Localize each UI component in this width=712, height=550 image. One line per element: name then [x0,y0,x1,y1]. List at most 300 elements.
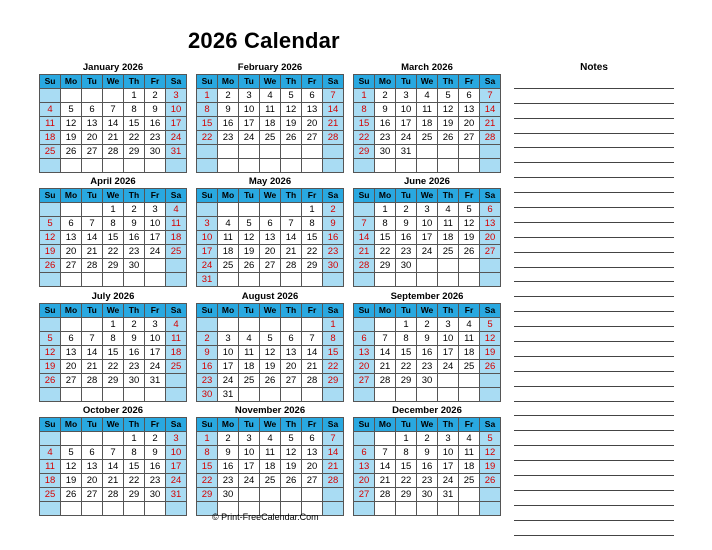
day-cell: 20 [302,460,323,474]
empty-cell [145,273,166,287]
note-line [514,416,674,431]
weekday-header: Th [281,304,302,318]
day-cell: 14 [302,346,323,360]
day-cell: 27 [354,488,375,502]
empty-cell [375,388,396,402]
day-cell: 15 [124,460,145,474]
empty-cell [417,259,438,273]
weekday-header: Fr [302,304,323,318]
weekday-header: Fr [145,75,166,89]
day-cell: 8 [396,446,417,460]
day-cell: 1 [197,432,218,446]
day-cell: 18 [166,346,187,360]
day-cell: 28 [103,145,124,159]
empty-cell [281,159,302,173]
day-cell: 7 [323,432,344,446]
day-cell: 13 [61,231,82,245]
weekday-header: Mo [61,75,82,89]
day-cell: 8 [323,332,344,346]
day-cell: 14 [82,231,103,245]
empty-cell [40,502,61,516]
day-cell: 20 [459,117,480,131]
day-cell: 30 [124,374,145,388]
day-cell: 28 [480,131,501,145]
weekday-header: Tu [82,304,103,318]
empty-cell [302,273,323,287]
day-cell: 20 [61,245,82,259]
day-cell: 16 [145,460,166,474]
day-cell: 15 [354,117,375,131]
empty-cell [124,388,145,402]
note-line [514,387,674,402]
day-cell: 12 [40,231,61,245]
day-cell: 26 [61,488,82,502]
day-cell: 13 [302,446,323,460]
day-cell: 6 [354,446,375,460]
empty-cell [40,89,61,103]
day-cell: 11 [218,231,239,245]
day-cell: 18 [417,117,438,131]
day-cell: 28 [82,259,103,273]
empty-cell [375,502,396,516]
empty-cell [281,388,302,402]
note-line [514,238,674,253]
day-cell: 2 [218,89,239,103]
empty-cell [166,388,187,402]
empty-cell [82,273,103,287]
day-cell: 6 [302,432,323,446]
day-cell: 5 [260,332,281,346]
day-cell: 27 [61,259,82,273]
empty-cell [218,318,239,332]
day-cell: 5 [40,217,61,231]
day-cell: 31 [218,388,239,402]
empty-cell [40,203,61,217]
day-cell: 20 [480,231,501,245]
day-cell: 5 [61,446,82,460]
day-cell: 16 [124,346,145,360]
day-cell: 30 [197,388,218,402]
empty-cell [396,502,417,516]
note-line [514,402,674,417]
day-cell: 2 [124,318,145,332]
day-cell: 29 [354,145,375,159]
day-cell: 21 [375,474,396,488]
weekday-header: Sa [323,75,344,89]
note-line [514,89,674,104]
day-cell: 5 [239,217,260,231]
empty-cell [260,203,281,217]
weekday-header: Su [354,189,375,203]
empty-cell [239,145,260,159]
month-name: January 2026 [82,62,144,73]
day-cell: 3 [218,332,239,346]
note-line [514,268,674,283]
day-cell: 18 [260,460,281,474]
day-cell: 29 [103,259,124,273]
day-cell: 14 [375,460,396,474]
day-cell: 8 [103,332,124,346]
day-cell: 20 [354,474,375,488]
day-cell: 21 [103,474,124,488]
day-cell: 10 [166,446,187,460]
day-cell: 18 [218,245,239,259]
empty-cell [103,388,124,402]
month-calendar [353,62,501,173]
weekday-header: Th [281,75,302,89]
day-cell: 30 [218,488,239,502]
day-cell: 20 [354,360,375,374]
day-cell: 8 [197,446,218,460]
empty-cell [82,432,103,446]
day-cell: 22 [302,245,323,259]
day-cell: 17 [239,460,260,474]
day-cell: 12 [61,460,82,474]
empty-cell [417,502,438,516]
day-cell: 2 [145,432,166,446]
empty-cell [166,159,187,173]
empty-cell [61,432,82,446]
day-cell: 23 [197,374,218,388]
day-cell: 3 [166,89,187,103]
empty-cell [480,259,501,273]
footer-credit: © Print-FreeCalendar.Com [212,512,319,522]
day-cell: 11 [459,446,480,460]
empty-cell [417,145,438,159]
day-cell: 17 [197,245,218,259]
month-name: April 2026 [90,176,136,187]
weekday-header: Fr [302,75,323,89]
empty-cell [354,273,375,287]
empty-cell [438,374,459,388]
day-cell: 20 [281,360,302,374]
day-cell: 24 [166,474,187,488]
empty-cell [281,488,302,502]
note-line [514,253,674,268]
day-cell: 18 [438,231,459,245]
weekday-header: Fr [302,189,323,203]
day-cell: 27 [281,374,302,388]
empty-cell [239,388,260,402]
weekday-header: We [103,75,124,89]
day-cell: 2 [197,332,218,346]
weekday-header: Su [40,304,61,318]
day-cell: 1 [103,203,124,217]
day-cell: 4 [40,103,61,117]
month-calendar [39,62,187,173]
day-cell: 12 [438,103,459,117]
day-cell: 23 [417,474,438,488]
weekday-header: Sa [323,304,344,318]
day-cell: 26 [260,374,281,388]
day-cell: 2 [375,89,396,103]
day-cell: 6 [281,332,302,346]
day-cell: 5 [480,318,501,332]
weekday-header: Su [354,304,375,318]
weekday-header: Fr [459,304,480,318]
day-cell: 20 [302,117,323,131]
weekday-header: Tu [82,189,103,203]
day-cell: 26 [480,360,501,374]
empty-cell [239,203,260,217]
empty-cell [260,318,281,332]
page-title: 2026 Calendar [188,28,340,53]
empty-cell [218,145,239,159]
empty-cell [260,145,281,159]
empty-cell [197,318,218,332]
empty-cell [103,89,124,103]
day-cell: 25 [40,488,61,502]
day-cell: 1 [354,89,375,103]
day-cell: 31 [166,488,187,502]
weekday-header: Mo [61,418,82,432]
weekday-header: Th [438,304,459,318]
day-cell: 28 [354,259,375,273]
day-cell: 7 [103,103,124,117]
day-cell: 13 [281,346,302,360]
day-cell: 4 [218,217,239,231]
empty-cell [239,159,260,173]
weekday-header: Sa [166,189,187,203]
day-cell: 7 [281,217,302,231]
day-cell: 10 [417,217,438,231]
day-cell: 16 [417,460,438,474]
weekday-header: Fr [145,304,166,318]
day-cell: 24 [197,259,218,273]
empty-cell [103,432,124,446]
day-cell: 27 [82,145,103,159]
day-cell: 2 [417,318,438,332]
day-cell: 21 [281,245,302,259]
day-cell: 23 [218,474,239,488]
day-cell: 4 [260,432,281,446]
day-cell: 24 [218,374,239,388]
weekday-header: Sa [480,304,501,318]
day-cell: 2 [218,432,239,446]
day-cell: 6 [354,332,375,346]
day-cell: 5 [40,332,61,346]
day-cell: 31 [145,374,166,388]
day-cell: 29 [302,259,323,273]
empty-cell [166,259,187,273]
day-cell: 1 [197,89,218,103]
day-cell: 24 [438,360,459,374]
day-cell: 29 [375,259,396,273]
note-line [514,357,674,372]
day-cell: 26 [40,374,61,388]
day-cell: 13 [354,346,375,360]
empty-cell [459,374,480,388]
empty-cell [124,273,145,287]
empty-cell [103,159,124,173]
day-cell: 11 [239,346,260,360]
day-cell: 3 [145,318,166,332]
day-cell: 22 [396,474,417,488]
month-calendar [353,176,501,287]
day-cell: 23 [124,245,145,259]
empty-cell [103,502,124,516]
weekday-header: Th [124,75,145,89]
day-cell: 5 [459,203,480,217]
day-cell: 5 [480,432,501,446]
note-line [514,476,674,491]
day-cell: 29 [197,488,218,502]
day-cell: 9 [396,217,417,231]
day-cell: 11 [260,446,281,460]
empty-cell [166,502,187,516]
day-cell: 3 [438,432,459,446]
empty-cell [438,259,459,273]
day-cell: 25 [239,374,260,388]
day-cell: 12 [459,217,480,231]
month-calendar [196,291,344,402]
day-cell: 1 [302,203,323,217]
empty-cell [323,388,344,402]
weekday-header: Su [197,418,218,432]
day-cell: 2 [124,203,145,217]
empty-cell [61,502,82,516]
empty-cell [40,388,61,402]
day-cell: 3 [417,203,438,217]
day-cell: 17 [239,117,260,131]
note-line [514,446,674,461]
day-cell: 13 [459,103,480,117]
empty-cell [459,502,480,516]
day-cell: 9 [218,103,239,117]
day-cell: 25 [459,360,480,374]
empty-cell [302,388,323,402]
day-cell: 22 [323,360,344,374]
empty-cell [480,273,501,287]
day-cell: 22 [354,131,375,145]
empty-cell [302,159,323,173]
weekday-header: We [260,304,281,318]
day-cell: 15 [197,117,218,131]
weekday-header: Tu [239,75,260,89]
weekday-header: Fr [459,189,480,203]
weekday-header: Fr [145,418,166,432]
note-line [514,74,674,89]
day-cell: 10 [197,231,218,245]
day-cell: 15 [375,231,396,245]
notes-section [514,62,674,536]
day-cell: 25 [459,474,480,488]
empty-cell [124,159,145,173]
empty-cell [480,502,501,516]
day-cell: 16 [124,231,145,245]
day-cell: 10 [239,103,260,117]
empty-cell [145,159,166,173]
day-cell: 22 [197,131,218,145]
day-cell: 14 [103,460,124,474]
day-cell: 15 [396,460,417,474]
day-cell: 28 [323,474,344,488]
day-cell: 27 [260,259,281,273]
day-cell: 4 [417,89,438,103]
weekday-header: Fr [302,418,323,432]
note-line [514,193,674,208]
day-cell: 18 [459,346,480,360]
empty-cell [61,203,82,217]
day-cell: 23 [323,245,344,259]
day-cell: 19 [61,131,82,145]
empty-cell [260,273,281,287]
day-cell: 13 [354,460,375,474]
month-calendar [196,62,344,173]
day-cell: 13 [82,460,103,474]
note-line [514,163,674,178]
weekday-header: Tu [239,304,260,318]
day-cell: 25 [166,245,187,259]
day-cell: 12 [281,446,302,460]
day-cell: 21 [302,360,323,374]
weekday-header: Fr [459,418,480,432]
day-cell: 6 [61,332,82,346]
weekday-header: We [260,418,281,432]
day-cell: 5 [281,89,302,103]
day-cell: 19 [260,360,281,374]
day-cell: 27 [302,131,323,145]
weekday-header: Th [438,418,459,432]
empty-cell [40,318,61,332]
day-cell: 22 [103,245,124,259]
day-cell: 16 [218,117,239,131]
month-name: December 2026 [392,405,462,416]
day-cell: 11 [166,217,187,231]
empty-cell [61,273,82,287]
empty-cell [323,502,344,516]
empty-cell [218,203,239,217]
day-cell: 19 [281,460,302,474]
empty-cell [396,273,417,287]
empty-cell [281,318,302,332]
empty-cell [323,145,344,159]
day-cell: 19 [480,460,501,474]
day-cell: 24 [438,474,459,488]
day-cell: 23 [124,360,145,374]
weekday-header: Th [124,304,145,318]
empty-cell [260,159,281,173]
day-cell: 28 [323,131,344,145]
day-cell: 3 [197,217,218,231]
weekday-header: Tu [239,189,260,203]
day-cell: 5 [61,103,82,117]
day-cell: 27 [302,474,323,488]
day-cell: 15 [124,117,145,131]
empty-cell [354,432,375,446]
day-cell: 16 [323,231,344,245]
weekday-header: Mo [375,75,396,89]
note-line [514,431,674,446]
weekday-header: Sa [480,189,501,203]
empty-cell [239,488,260,502]
day-cell: 26 [459,245,480,259]
day-cell: 11 [40,117,61,131]
day-cell: 13 [480,217,501,231]
weekday-header: Mo [218,189,239,203]
weekday-header: Mo [375,418,396,432]
empty-cell [354,159,375,173]
day-cell: 31 [197,273,218,287]
day-cell: 29 [323,374,344,388]
day-cell: 28 [375,374,396,388]
day-cell: 17 [438,346,459,360]
month-calendar [353,291,501,402]
day-cell: 11 [459,332,480,346]
day-cell: 25 [260,131,281,145]
day-cell: 19 [281,117,302,131]
day-cell: 17 [218,360,239,374]
